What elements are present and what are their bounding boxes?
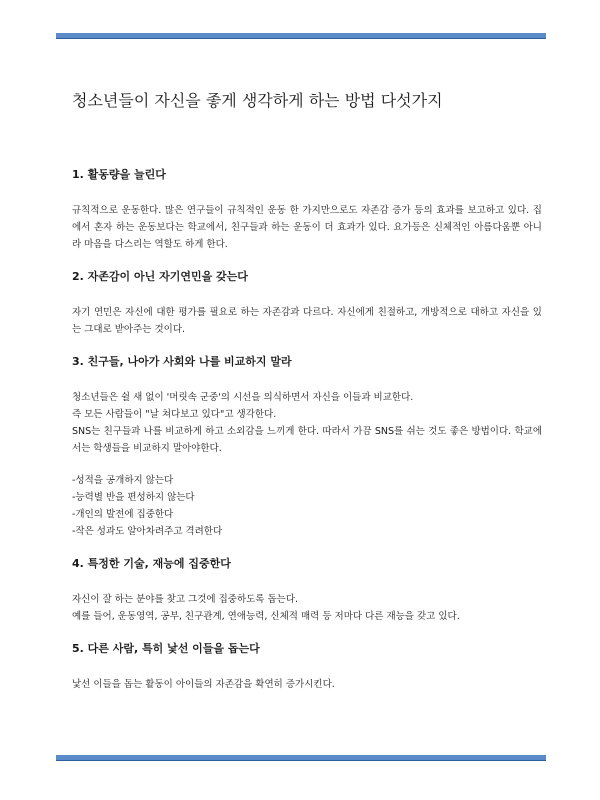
list-item: -능력별 반을 편성하지 않는다 — [72, 492, 195, 503]
list-item: -개인의 발전에 집중한다 — [72, 509, 174, 520]
section-4 — [72, 555, 542, 625]
section-heading: 3. 친구들, 나아가 사회와 나를 비교하지 말라 — [72, 355, 292, 368]
document-body — [72, 166, 542, 693]
section-1 — [72, 166, 542, 253]
section-heading: 1. 활동량을 늘린다 — [72, 168, 166, 181]
paragraph: 즉 모든 사람들이 "날 쳐다보고 있다"고 생각한다. — [72, 409, 277, 420]
section-5 — [72, 640, 542, 693]
section-heading: 5. 다른 사람, 특히 낯선 이들을 돕는다 — [72, 642, 260, 655]
top-rule — [56, 33, 546, 39]
paragraph: 청소년들은 쉴 새 없이 '머릿속 군중'의 시선을 의식하면서 자신을 이들과 비교한다. — [72, 392, 414, 403]
paragraph: 낯선 이들을 돕는 활동이 아이들의 자존감을 확연히 증가시킨다. — [72, 679, 335, 690]
section-heading: 4. 특정한 기술, 재능에 집중한다 — [72, 557, 231, 570]
list-item: -작은 성과도 알아차려주고 격려한다 — [72, 526, 223, 537]
paragraph: 자기 연민은 자신에 대한 평가를 필요로 하는 자존감과 다르다. 자신에게 친절하고, 개방적으로 대하고 자신을 있는 그대로 받아주는 것이다. — [72, 307, 542, 335]
paragraph: 규칙적으로 운동한다. 많은 연구들이 규칙적인 운동 한 가지만으로도 자존감 증가 등의 효과를 보고하고 있다. 집에서 혼자 하는 운동보다는 학교에서, 친구들과 하는 운동이 더 효과가 있다. 요가등은 신체적인 아름다움뿐 아니라 마음을 다스리는 역할도 하게 한다. — [72, 205, 542, 250]
paragraph: 예를 들어, 운동영역, 공부, 친구관계, 연애능력, 신체적 매력 등 저마다 다른 재능을 갖고 있다. — [72, 611, 460, 622]
bottom-rule — [56, 755, 546, 761]
page-title: 청소년들이 자신을 좋게 생각하게 하는 방법 다섯가지 — [72, 91, 443, 110]
list-item: -성적을 공개하지 않는다 — [72, 475, 174, 486]
section-2 — [72, 268, 542, 338]
section-heading: 2. 자존감이 아닌 자기연민을 갖는다 — [72, 270, 248, 283]
paragraph: 자신이 잘 하는 분야를 찾고 그것에 집중하도록 돕는다. — [72, 594, 299, 605]
paragraph: SNS는 친구들과 나를 비교하게 하고 소외감을 느끼게 한다. 따라서 가끔 SNS를 쉬는 것도 좋은 방법이다. 학교에서는 학생들을 비교하지 말아야한다. — [72, 426, 542, 454]
section-3 — [72, 353, 542, 540]
